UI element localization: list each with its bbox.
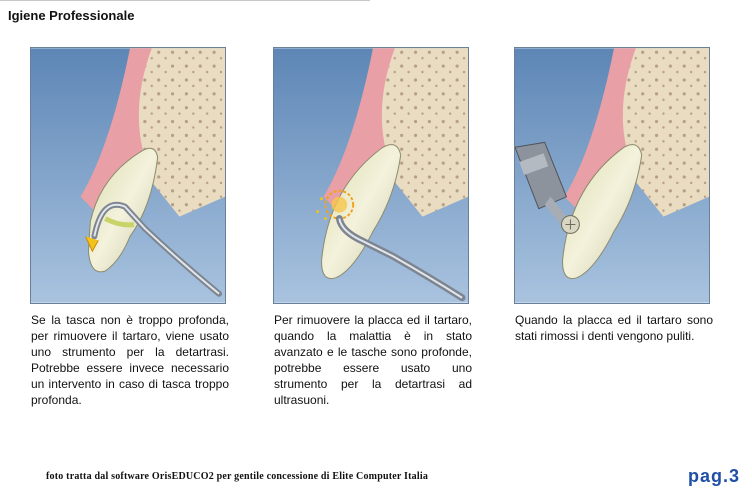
illustration-panel-3 xyxy=(514,47,710,304)
caption-panel-3: Quando la placca ed il tartaro sono stati rimossi i denti vengono puliti. xyxy=(515,313,713,343)
caption-panel-1: Se la tasca non è troppo profonda, per rimuovere il tartaro, viene usato uno strumento per la detartrasi. Potrebbe essere invece necessario un intervento in caso di tasca troppo profonda. xyxy=(31,313,229,407)
page-number: pag.3 xyxy=(687,466,740,486)
tooth-scaler-illustration xyxy=(31,48,225,303)
header-rule xyxy=(0,0,370,1)
page-title: Igiene Professionale xyxy=(8,8,135,23)
tooth-ultrasonic-illustration xyxy=(274,48,468,303)
illustration-panel-1 xyxy=(30,47,226,304)
tooth-polishing-illustration xyxy=(515,48,709,303)
illustration-panel-2 xyxy=(273,47,469,304)
image-credit: foto tratta dal software OrisEDUCO2 per gentile concessione di Elite Computer Italia xyxy=(46,471,429,482)
caption-panel-2: Per rimuovere la placca ed il tartaro, quando la malattia è in stato avanzato e le tasche sono profonde, potrebbe essere usato uno strumento per la detartrasi ad ultrasuoni. xyxy=(274,313,472,407)
